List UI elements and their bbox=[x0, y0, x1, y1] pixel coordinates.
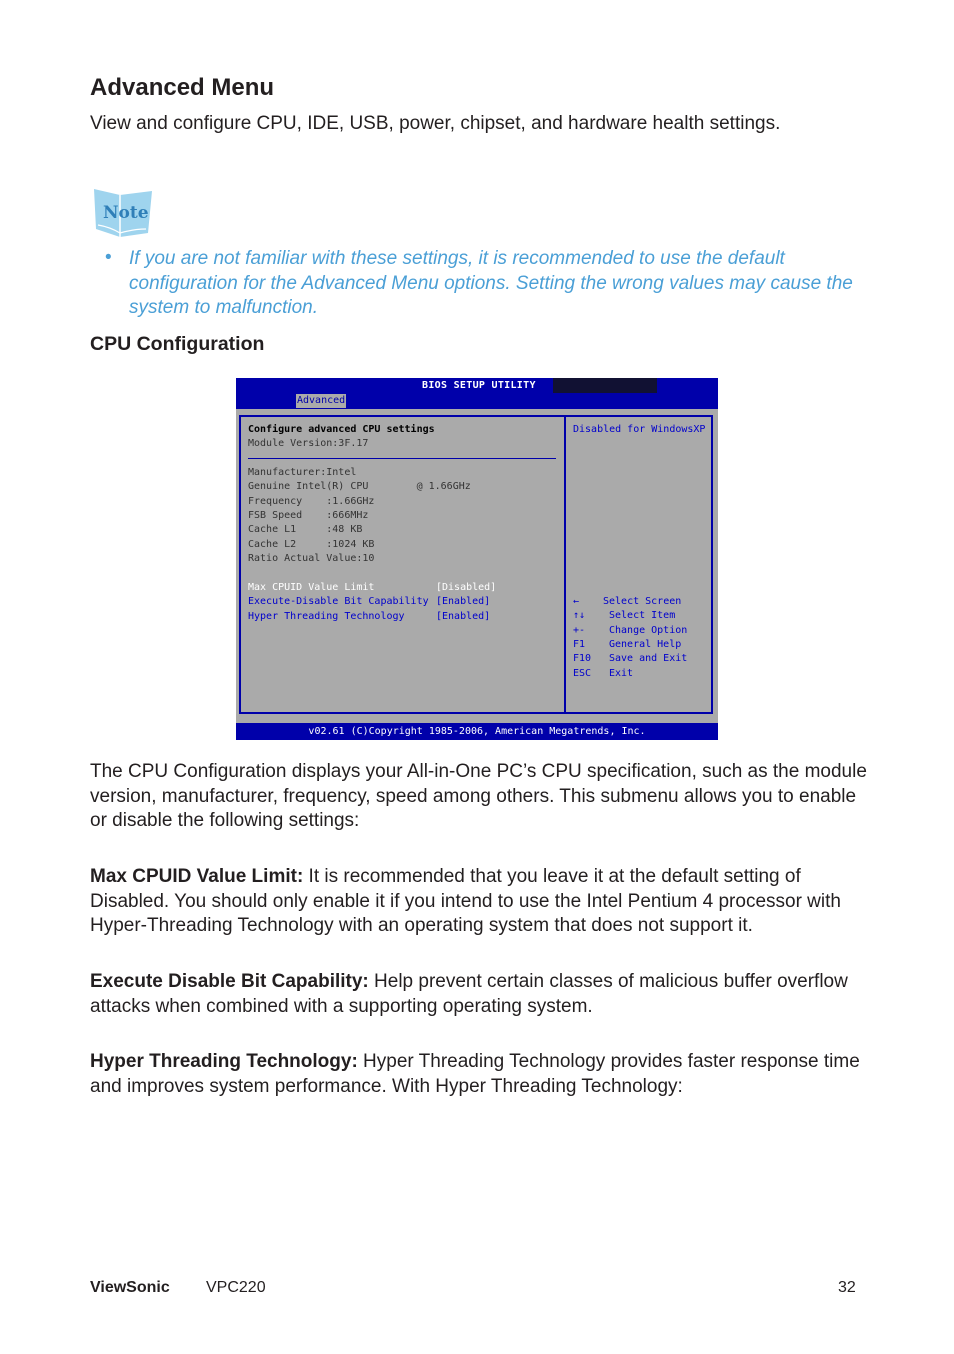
bios-key: F10 bbox=[573, 653, 592, 664]
bios-key: ↑↓ bbox=[573, 610, 586, 621]
item-term: Hyper Threading Technology: bbox=[90, 1051, 358, 1072]
item-max-cpuid bbox=[90, 865, 870, 939]
bios-info-line: Frequency :1.66GHz bbox=[248, 496, 375, 507]
item-execute-disable bbox=[90, 970, 870, 1019]
bios-option-label: Execute-Disable Bit Capability bbox=[248, 596, 429, 607]
bios-heading: Configure advanced CPU settings bbox=[248, 424, 435, 435]
bios-key: ← bbox=[573, 596, 580, 607]
bios-separator bbox=[248, 458, 556, 459]
bios-key: F1 bbox=[573, 639, 586, 650]
bios-info-line: FSB Speed :666MHz bbox=[248, 510, 369, 521]
bios-key-action: General Help bbox=[609, 639, 682, 650]
bios-info-line: Cache L1 :48 KB bbox=[248, 524, 363, 535]
bios-help-text: Disabled for WindowsXP bbox=[573, 424, 706, 435]
item-text: Help prevent certain classes of malicious buffer overflow attacks when combined with a supporting operating system. bbox=[90, 971, 848, 1017]
bios-info-line: Cache L2 :1024 KB bbox=[248, 539, 375, 550]
bios-key: +- bbox=[573, 625, 586, 636]
bios-key-action: Select Item bbox=[609, 610, 676, 621]
bios-title-shade bbox=[553, 378, 657, 393]
bios-key-action: Exit bbox=[609, 668, 634, 679]
bios-title: BIOS SETUP UTILITY bbox=[422, 380, 536, 391]
page-number: 32 bbox=[838, 1279, 856, 1296]
bios-copyright: v02.61 (C)Copyright 1985-2006, American Megatrends, Inc. bbox=[236, 723, 718, 740]
bios-key-action: Select Screen bbox=[603, 596, 682, 607]
bios-option-value: [Disabled] bbox=[436, 582, 497, 593]
footer-brand: ViewSonic bbox=[90, 1279, 170, 1296]
bios-tab-advanced: Advanced bbox=[297, 395, 346, 406]
bios-option-label: Hyper Threading Technology bbox=[248, 611, 405, 622]
note-text: If you are not familiar with these settings, it is recommended to use the default configuration for the Advanced Menu options. Setting the wrong values may cause the system to malfunction. bbox=[129, 248, 853, 318]
bios-key: ESC bbox=[573, 668, 592, 679]
bios-info-line: Genuine Intel(R) CPU @ 1.66GHz bbox=[248, 481, 471, 492]
note-book-icon bbox=[90, 187, 156, 239]
bios-info-line: Manufacturer:Intel bbox=[248, 467, 357, 478]
intro-text: View and configure CPU, IDE, USB, power, chipset, and hardware health settings. bbox=[90, 113, 781, 134]
item-term: Max CPUID Value Limit: bbox=[90, 866, 304, 887]
bios-key-action: Save and Exit bbox=[609, 653, 688, 664]
bios-module-version: Module Version:3F.17 bbox=[248, 438, 369, 449]
bios-option-value: [Enabled] bbox=[436, 596, 491, 607]
bios-info-line: Ratio Actual Value:10 bbox=[248, 553, 375, 564]
item-text: It is recommended that you leave it at the default setting of Disabled. You should only enable it if you intend to use the Intel Pentium 4 processor with Hyper-Threading Technology with an operating system that does not support it. bbox=[90, 866, 841, 936]
item-term: Execute Disable Bit Capability: bbox=[90, 971, 369, 992]
note-label: Note bbox=[103, 203, 149, 223]
page-title: Advanced Menu bbox=[90, 74, 275, 101]
bios-option-value: [Enabled] bbox=[436, 611, 491, 622]
bios-divider bbox=[564, 415, 566, 714]
cpu-description: The CPU Configuration displays your All-in-One PC’s CPU specification, such as the module version, manufacturer, frequency, speed among others. This submenu allows you to enable or disable the following settings: bbox=[90, 761, 867, 831]
bios-screenshot bbox=[236, 378, 718, 740]
item-text: Hyper Threading Technology provides faster response time and improves system performance. With Hyper Threading Technology: bbox=[90, 1051, 860, 1097]
footer-model: VPC220 bbox=[206, 1279, 266, 1296]
item-hyper-threading bbox=[90, 1050, 870, 1099]
bios-option-label: Max CPUID Value Limit bbox=[248, 582, 375, 593]
bios-key-action: Change Option bbox=[609, 625, 688, 636]
section-title: CPU Configuration bbox=[90, 333, 265, 355]
note-bullet: • bbox=[105, 247, 112, 268]
